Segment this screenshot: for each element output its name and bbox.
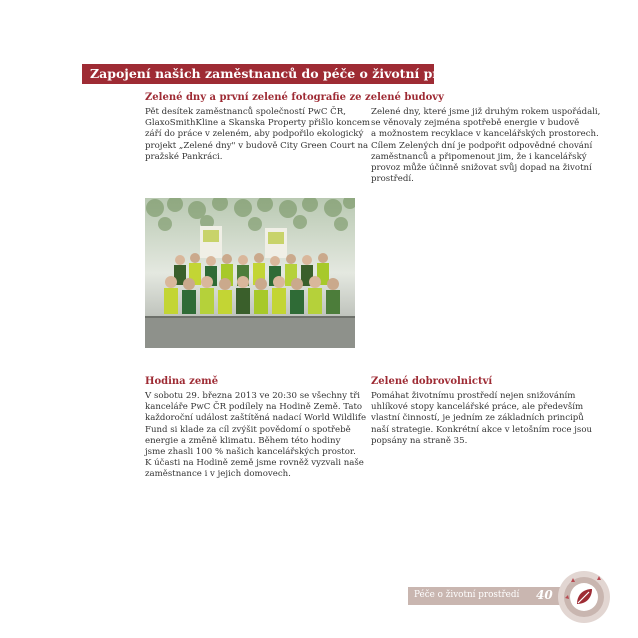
text-line: K účasti na Hodině země jsme rovněž vyzvali naše [145,458,364,469]
text-line: Fund si klade za cíl zvýšit povědomí o spotřebě [145,424,351,435]
text-line: naší strategie. Konkrétní akce v letošním roce jsou [371,424,593,435]
text-line: kanceláře PwC ČR podílely na Hodině Země. Tato [145,402,363,413]
text-line: zaměstnanců a připomenout jim, že i kancelářský [371,151,587,162]
text-line: Cílem Zelených dní je podpořit odpovědné chování [371,140,593,151]
heading-green-days: Zelené dny a první zelené fotografie ze zelené budovy [145,92,444,103]
text-line: a možnostem recyklace v kancelářských prostorech. [371,129,599,140]
text-line: V sobotu 29. března 2013 ve 20:30 se všechny tři [145,391,361,401]
green-days-right-paragraph [371,107,600,185]
text-line: pražské Pankráci. [145,151,223,162]
text-line: GlaxoSmithKline a Skanska Property přišlo koncem [145,118,371,129]
text-line: prostředí. [371,174,414,185]
green-volunteering-paragraph [371,391,592,447]
text-line: se věnovaly zejména spotřebě energie v budově [371,118,580,129]
group-photo [145,198,355,348]
text-line: vlastní činností, je jedním ze základních principů [371,413,584,424]
heading-earth-hour: Hodina země [145,376,219,387]
text-line: zaměstnance i v jejich domovech. [145,469,291,480]
text-line: energie a změně klimatu. Během této hodiny [145,435,341,446]
leaf-emblem-icon [557,570,611,624]
page-number: 40 [536,588,553,602]
footer-section-label: Péče o životní prostředí [414,590,520,600]
footer-bar [408,587,563,605]
green-days-left-paragraph [145,107,370,163]
group-photo-image [145,198,355,348]
earth-hour-paragraph [145,391,366,481]
page-title: Zapojení našich zaměstnanců do péče o životní prostředí [90,66,489,81]
text-line: Zelené dny, které jsme již druhým rokem uspořádali, [371,107,601,117]
text-line: popsány na straně 35. [371,435,468,446]
text-line: září do práce v zeleném, aby podpořilo ekologický [145,129,364,140]
text-line: projekt „Zelené dny" v budově City Green Court na [145,140,369,151]
text-line: každoroční událost zaštítěná nadací World Wildlife [145,413,367,424]
text-line: Pět desítek zaměstnanců společností PwC ČR, [145,107,346,117]
heading-green-volunteering: Zelené dobrovolnictví [371,376,493,387]
text-line: provoz může účinně snižovat svůj dopad na životní [371,163,592,174]
text-line: Pomáhat životnímu prostředí nejen snižováním [371,391,576,401]
section-banner [82,64,489,84]
text-line: jsme zhasli 100 % našich kancelářských prostor. [145,447,356,458]
text-line: uhlíkové stopy kancelářské práce, ale především [371,402,584,413]
